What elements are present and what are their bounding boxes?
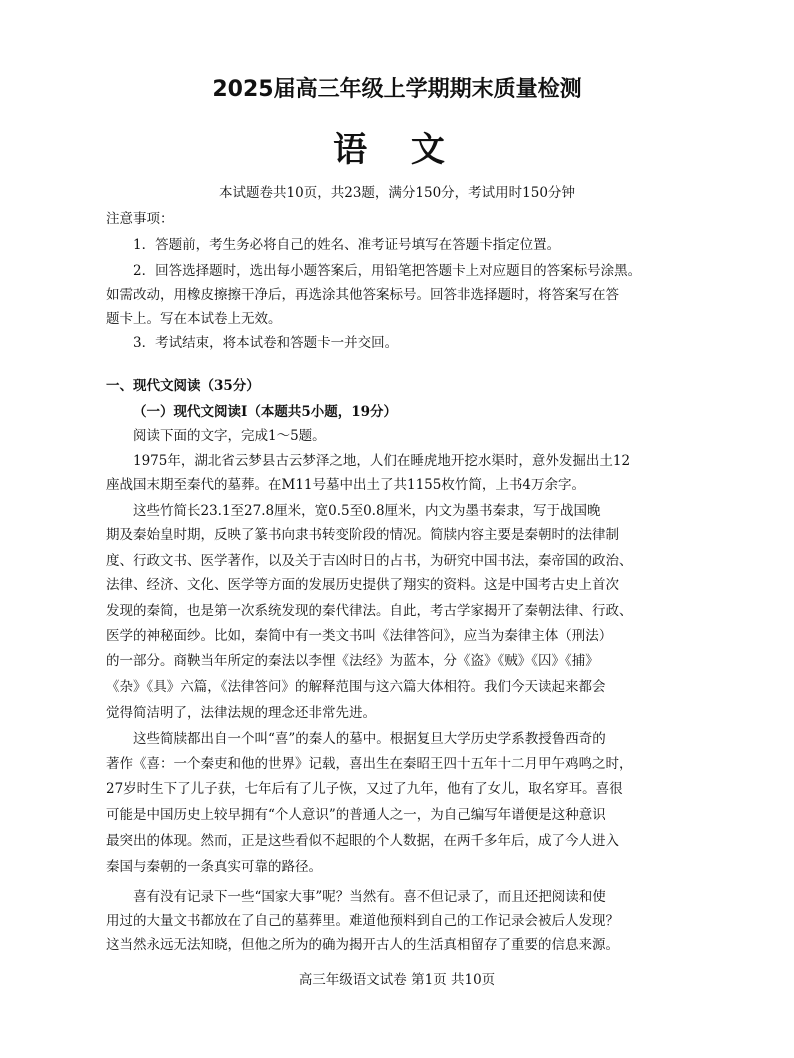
- subsection-heading: （一）现代文阅读Ⅰ（本题共5小题，19分）: [133, 404, 397, 420]
- body-line: 秦国与秦朝的一条真实可靠的路径。: [106, 859, 322, 875]
- exam-info: 本试题卷共10页，共23题，满分150分，考试用时150分钟: [219, 185, 575, 201]
- body-line: 这些简牍都出自一个叫“喜”的秦人的墓中。根据复旦大学历史学系教授鲁西奇的: [133, 731, 606, 747]
- body-line: 用过的大量文书都放在了自己的墓葬里。难道他预料到自己的工作记录会被后人发现？: [106, 913, 619, 929]
- body-line: 这当然永远无法知晓，但他之所为的确为揭开古人的生活真相留存了重要的信息来源。: [106, 937, 619, 953]
- notes-heading: 注意事项：: [106, 211, 174, 227]
- note-line: 1．答题前，考生务必将自己的姓名、准考证号填写在答题卡指定位置。: [133, 237, 561, 253]
- note-line: 3．考试结束，将本试卷和答题卡一并交回。: [133, 335, 399, 351]
- body-line: 期及秦始皇时期，反映了篆书向隶书转变阶段的情况。简牍内容主要是秦朝时的法律制: [106, 527, 619, 543]
- body-line: 阅读下面的文字，完成1～5题。: [133, 428, 326, 444]
- note-line: 2．回答选择题时，选出每小题答案后，用铅笔把答题卡上对应题目的答案标号涂黑。: [133, 263, 642, 279]
- body-line: 医学的神秘面纱。比如，秦简中有一类文书叫《法律答问》，应当为秦律主体（刑法）: [106, 628, 613, 644]
- subject-title: 语 文: [333, 130, 461, 170]
- note-line: 如需改动，用橡皮擦擦干净后，再选涂其他答案标号。回答非选择题时，将答案写在答: [106, 287, 619, 303]
- body-line: 的一部分。商鞅当年所定的秦法以李悝《法经》为蓝本，分《盗》《贼》《囚》《捕》: [106, 653, 599, 669]
- body-line: 喜有没有记录下一些“国家大事”呢？当然有。喜不但记录了，而且还把阅读和使: [133, 889, 606, 905]
- note-line: 题卡上。写在本试卷上无效。: [106, 311, 282, 327]
- exam-title: 2025届高三年级上学期期末质量检测: [212, 77, 582, 102]
- body-line: 著作《喜：一个秦吏和他的世界》记载，喜出生在秦昭王四十五年十二月甲午鸡鸣之时，: [106, 756, 633, 772]
- body-line: 觉得简洁明了，法律法规的理念还非常先进。: [106, 705, 376, 721]
- body-line: 这些竹简长23.1至27.8厘米，宽0.5至0.8厘米，内文为墨书秦隶，写于战国晚: [133, 503, 601, 519]
- body-line: 度、行政文书、医学著作，以及关于吉凶时日的占书，为研究中国书法，秦帝国的政治、: [106, 553, 633, 569]
- body-line: 可能是中国历史上较早拥有“个人意识”的普通人之一，为自己编写年谱便是这种意识: [106, 807, 606, 823]
- body-line: 最突出的体现。然而，正是这些看似不起眼的个人数据，在两千多年后，成了今人进入: [106, 833, 619, 849]
- body-line: 法律、经济、文化、医学等方面的发展历史提供了翔实的资料。这是中国考古史上首次: [106, 577, 619, 593]
- section-heading: 一、现代文阅读（35分）: [106, 378, 260, 394]
- body-line: 《杂》《具》六篇，《法律答问》的解释范围与这六篇大体相符。我们今天读起来都会: [106, 679, 606, 695]
- body-line: 发现的秦简，也是第一次系统发现的秦代律法。自此，考古学家揭开了秦朝法律、行政、: [106, 603, 633, 619]
- body-line: 座战国末期至秦代的墓葬。在M11号墓中出土了共1155枚竹简，上书4万余字。: [106, 477, 585, 493]
- page-footer: 高三年级语文试卷 第1页 共10页: [298, 972, 496, 988]
- body-line: 27岁时生下了儿子获，七年后有了儿子恢，又过了九年，他有了女儿，取名穿耳。喜很: [106, 781, 623, 797]
- body-line: 1975年，湖北省云梦县古云梦泽之地，人们在睡虎地开挖水渠时，意外发掘出土12: [133, 453, 631, 469]
